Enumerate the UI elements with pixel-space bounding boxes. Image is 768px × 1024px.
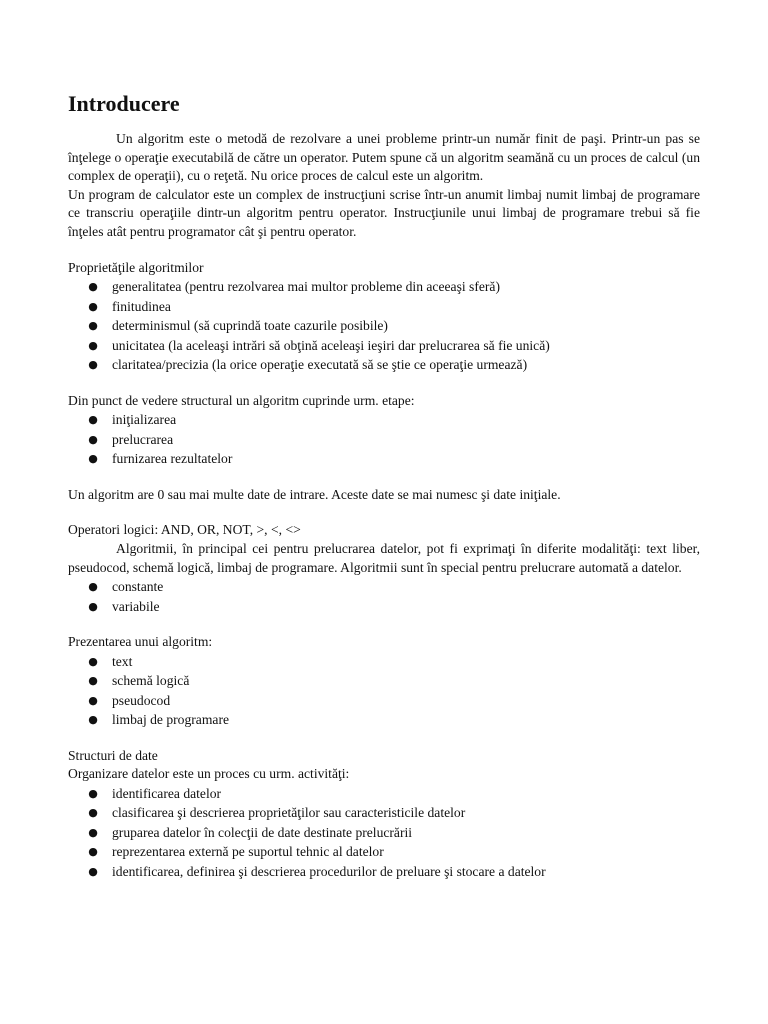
properties-list (68, 277, 700, 375)
spacer (68, 616, 700, 633)
list-item (68, 277, 700, 297)
list-item-text: pseudocod (112, 692, 171, 708)
bullet-icon: ● (88, 599, 98, 613)
data-structures-heading: Structuri de date (68, 747, 158, 763)
list-item-text: constante (112, 579, 164, 595)
data-structures-subheading: Organizare datelor este un proces cu urm. activităţi: (68, 766, 350, 782)
list-item (68, 784, 700, 804)
structure-list (68, 410, 700, 469)
properties-heading: Proprietăţile algoritmilor (68, 259, 204, 275)
bullet-icon: ● (88, 713, 98, 727)
list-item-text: unicitatea (la aceleaşi intrări să obţină aceleaşi ieşiri dar prelucrarea să fie unică) (112, 337, 550, 353)
operators-list (68, 577, 700, 616)
spacer (68, 375, 700, 392)
list-item (68, 430, 700, 450)
list-item (68, 671, 700, 691)
list-item-text: gruparea datelor în colecţii de date destinate prelucrării (112, 824, 413, 840)
list-item-text: schemă logică (112, 673, 190, 689)
list-item-text: text (112, 653, 133, 669)
list-item-text: identificarea, definirea şi descrierea procedurilor de preluare şi stocare a datelor (112, 863, 546, 879)
list-item-text: variabile (112, 598, 160, 614)
intro-paragraph-1: Un algoritm este o metodă de rezolvare a unei probleme printr-un număr finit de paşi. Printr-un pas se înţelege o operaţie executabilă de către un operator. Putem spune că un algoritm seamănă cu un proces de calcul (un complex de operaţii), cu o reţetă. Nu orice proces de calcul este un algoritm. (68, 131, 700, 184)
document-content (68, 90, 700, 881)
list-item (68, 297, 700, 317)
list-item (68, 597, 700, 617)
operators-paragraph: Algoritmii, în principal cei pentru prelucrarea datelor, pot fi exprimaţi în diferite modalităţi: text liber, pseudocod, schemă logică, limbaj de programare. Algoritmii sunt în special pentru prelucrare automată a datelor. (68, 540, 700, 575)
bullet-icon: ● (88, 825, 98, 839)
bullet-icon: ● (88, 580, 98, 594)
bullet-icon: ● (88, 432, 98, 446)
list-item-text: furnizarea rezultatelor (112, 451, 233, 467)
operators-heading: Operatori logici: AND, OR, NOT, >, <, <> (68, 522, 301, 538)
spacer (68, 504, 700, 521)
structure-heading: Din punct de vedere structural un algoritm cuprinde urm. etape: (68, 392, 415, 408)
spacer (68, 730, 700, 747)
bullet-icon: ● (88, 452, 98, 466)
list-item (68, 842, 700, 862)
list-item-text: iniţializarea (112, 412, 177, 428)
list-item (68, 355, 700, 375)
bullet-icon: ● (88, 299, 98, 313)
bullet-icon: ● (88, 864, 98, 878)
list-item-text: claritatea/precizia (la orice operaţie executată să se ştie ce operaţie urmează) (112, 357, 528, 373)
data-note: Un algoritm are 0 sau mai multe date de intrare. Aceste date se mai numesc şi date iniţiale. (68, 486, 561, 502)
bullet-icon: ● (88, 319, 98, 333)
list-item-text: limbaj de programare (112, 712, 230, 728)
list-item (68, 652, 700, 672)
bullet-icon: ● (88, 338, 98, 352)
list-item (68, 316, 700, 336)
bullet-icon: ● (88, 358, 98, 372)
list-item (68, 577, 700, 597)
list-item (68, 862, 700, 882)
bullet-icon: ● (88, 786, 98, 800)
list-item (68, 823, 700, 843)
list-item (68, 336, 700, 356)
list-item-text: clasificarea şi descrierea proprietăţilor sau caracteristicile datelor (112, 805, 466, 821)
list-item (68, 449, 700, 469)
bullet-icon: ● (88, 413, 98, 427)
list-item (68, 803, 700, 823)
presentation-heading: Prezentarea unui algoritm: (68, 634, 213, 650)
list-item-text: identificarea datelor (112, 785, 222, 801)
data-structures-list (68, 784, 700, 882)
list-item-text: reprezentarea externă pe suportul tehnic al datelor (112, 844, 384, 860)
spacer (68, 242, 700, 259)
bullet-icon: ● (88, 674, 98, 688)
list-item-text: generalitatea (pentru rezolvarea mai multor probleme din aceeaşi sferă) (112, 279, 500, 295)
list-item-text: determinismul (să cuprindă toate cazurile posibile) (112, 318, 388, 334)
bullet-icon: ● (88, 845, 98, 859)
bullet-icon: ● (88, 693, 98, 707)
list-item-text: finitudinea (112, 298, 171, 314)
bullet-icon: ● (88, 806, 98, 820)
list-item-text: prelucrarea (112, 431, 174, 447)
list-item (68, 710, 700, 730)
intro-paragraph-2: Un program de calculator este un complex de instrucţiuni scrise într-un anumit limbaj numit limbaj de programare ce transcriu operaţiile dintr-un algoritm pentru operator. Instrucţiunile unui limbaj de programare trebui să fie înţeles atât pentru programator cât şi pentru operator. (68, 186, 700, 239)
bullet-icon: ● (88, 654, 98, 668)
presentation-list (68, 652, 700, 730)
bullet-icon: ● (88, 280, 98, 294)
list-item (68, 410, 700, 430)
list-item (68, 691, 700, 711)
spacer (68, 469, 700, 486)
page-title: Introducere (68, 91, 180, 116)
